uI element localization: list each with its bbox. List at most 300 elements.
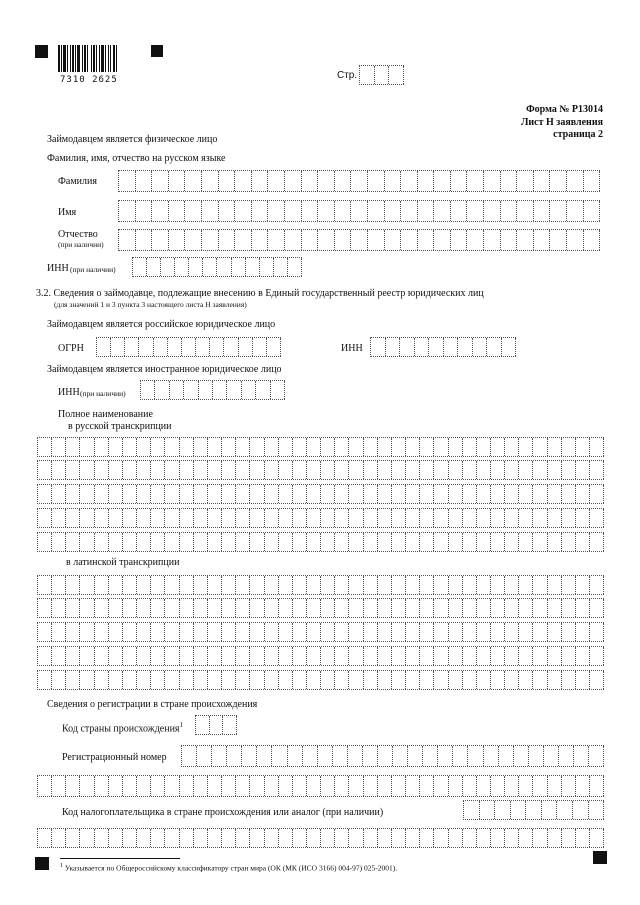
- input-cell[interactable]: [202, 171, 219, 191]
- input-cell[interactable]: [544, 746, 559, 766]
- input-cell[interactable]: [364, 509, 378, 527]
- input-cell[interactable]: [406, 623, 420, 641]
- input-cell[interactable]: [590, 461, 604, 479]
- input-cell[interactable]: [434, 599, 448, 617]
- input-cell[interactable]: [364, 647, 378, 665]
- input-cell[interactable]: [477, 533, 491, 551]
- input-cell[interactable]: [499, 746, 514, 766]
- input-cell[interactable]: [52, 438, 66, 456]
- ogrn-cells[interactable]: [96, 337, 281, 357]
- input-cell[interactable]: [66, 533, 80, 551]
- input-cell[interactable]: [165, 599, 179, 617]
- input-cell[interactable]: [321, 576, 335, 594]
- input-cell[interactable]: [463, 776, 477, 796]
- input-cell[interactable]: [293, 438, 307, 456]
- input-cell[interactable]: [80, 485, 94, 503]
- input-cell[interactable]: [392, 438, 406, 456]
- input-cell[interactable]: [557, 801, 573, 819]
- input-cell[interactable]: [202, 201, 219, 221]
- input-cell[interactable]: [533, 461, 547, 479]
- input-cell[interactable]: [109, 776, 123, 796]
- input-cell[interactable]: [307, 671, 321, 689]
- input-cell[interactable]: [511, 801, 527, 819]
- input-cell[interactable]: [468, 746, 483, 766]
- input-cell[interactable]: [392, 623, 406, 641]
- input-cell[interactable]: [180, 485, 194, 503]
- input-cell[interactable]: [406, 438, 420, 456]
- input-cell[interactable]: [501, 201, 518, 221]
- input-cell[interactable]: [208, 461, 222, 479]
- input-cell[interactable]: [236, 829, 250, 847]
- input-cell[interactable]: [180, 623, 194, 641]
- input-cell[interactable]: [271, 381, 285, 399]
- latin-name-row-5[interactable]: [37, 670, 604, 690]
- input-cell[interactable]: [321, 485, 335, 503]
- input-cell[interactable]: [449, 599, 463, 617]
- input-cell[interactable]: [562, 647, 576, 665]
- input-cell[interactable]: [392, 461, 406, 479]
- input-cell[interactable]: [463, 599, 477, 617]
- input-cell[interactable]: [349, 576, 363, 594]
- input-cell[interactable]: [250, 829, 264, 847]
- input-cell[interactable]: [109, 533, 123, 551]
- input-cell[interactable]: [252, 171, 269, 191]
- page-number-cells[interactable]: [359, 65, 404, 85]
- input-cell[interactable]: [562, 776, 576, 796]
- input-cell[interactable]: [449, 533, 463, 551]
- input-cell[interactable]: [95, 647, 109, 665]
- russian-name-row-2[interactable]: [37, 460, 604, 480]
- input-cell[interactable]: [95, 438, 109, 456]
- input-cell[interactable]: [335, 509, 349, 527]
- input-cell[interactable]: [109, 461, 123, 479]
- input-cell[interactable]: [180, 461, 194, 479]
- input-cell[interactable]: [491, 485, 505, 503]
- input-cell[interactable]: [406, 776, 420, 796]
- input-cell[interactable]: [194, 647, 208, 665]
- input-cell[interactable]: [66, 671, 80, 689]
- input-cell[interactable]: [364, 533, 378, 551]
- input-cell[interactable]: [38, 509, 52, 527]
- input-cell[interactable]: [236, 576, 250, 594]
- input-cell[interactable]: [151, 533, 165, 551]
- input-cell[interactable]: [180, 509, 194, 527]
- input-cell[interactable]: [250, 776, 264, 796]
- input-cell[interactable]: [66, 647, 80, 665]
- input-cell[interactable]: [406, 485, 420, 503]
- input-cell[interactable]: [449, 461, 463, 479]
- input-cell[interactable]: [246, 258, 260, 276]
- input-cell[interactable]: [161, 258, 175, 276]
- input-cell[interactable]: [406, 533, 420, 551]
- input-cell[interactable]: [268, 230, 285, 250]
- input-cell[interactable]: [279, 776, 293, 796]
- input-cell[interactable]: [52, 829, 66, 847]
- input-cell[interactable]: [385, 201, 402, 221]
- input-cell[interactable]: [392, 533, 406, 551]
- input-cell[interactable]: [194, 599, 208, 617]
- input-cell[interactable]: [505, 599, 519, 617]
- input-cell[interactable]: [562, 438, 576, 456]
- input-cell[interactable]: [349, 533, 363, 551]
- input-cell[interactable]: [392, 485, 406, 503]
- input-cell[interactable]: [265, 671, 279, 689]
- input-cell[interactable]: [364, 776, 378, 796]
- input-cell[interactable]: [256, 381, 270, 399]
- input-cell[interactable]: [378, 485, 392, 503]
- input-cell[interactable]: [285, 230, 302, 250]
- input-cell[interactable]: [449, 576, 463, 594]
- input-cell[interactable]: [109, 671, 123, 689]
- input-cell[interactable]: [392, 576, 406, 594]
- latin-name-row-3[interactable]: [37, 622, 604, 642]
- input-cell[interactable]: [236, 647, 250, 665]
- input-cell[interactable]: [182, 746, 197, 766]
- input-cell[interactable]: [213, 381, 227, 399]
- input-cell[interactable]: [119, 201, 136, 221]
- input-cell[interactable]: [165, 533, 179, 551]
- input-cell[interactable]: [318, 746, 333, 766]
- input-cell[interactable]: [194, 576, 208, 594]
- input-cell[interactable]: [321, 623, 335, 641]
- input-cell[interactable]: [219, 201, 236, 221]
- input-cell[interactable]: [137, 671, 151, 689]
- input-cell[interactable]: [550, 230, 567, 250]
- input-cell[interactable]: [303, 746, 318, 766]
- input-cell[interactable]: [473, 338, 488, 356]
- input-cell[interactable]: [505, 776, 519, 796]
- input-cell[interactable]: [429, 338, 444, 356]
- input-cell[interactable]: [165, 647, 179, 665]
- input-cell[interactable]: [501, 171, 518, 191]
- input-cell[interactable]: [222, 599, 236, 617]
- input-cell[interactable]: [217, 258, 231, 276]
- input-cell[interactable]: [302, 230, 319, 250]
- input-cell[interactable]: [189, 258, 203, 276]
- input-cell[interactable]: [109, 438, 123, 456]
- input-cell[interactable]: [152, 230, 169, 250]
- input-cell[interactable]: [265, 623, 279, 641]
- input-cell[interactable]: [378, 647, 392, 665]
- input-cell[interactable]: [196, 338, 210, 356]
- input-cell[interactable]: [562, 576, 576, 594]
- input-cell[interactable]: [453, 746, 468, 766]
- input-cell[interactable]: [95, 623, 109, 641]
- input-cell[interactable]: [335, 829, 349, 847]
- input-cell[interactable]: [180, 576, 194, 594]
- input-cell[interactable]: [519, 576, 533, 594]
- input-cell[interactable]: [590, 438, 604, 456]
- input-cell[interactable]: [548, 671, 562, 689]
- input-cell[interactable]: [66, 438, 80, 456]
- input-cell[interactable]: [302, 201, 319, 221]
- input-cell[interactable]: [400, 338, 415, 356]
- input-cell[interactable]: [222, 461, 236, 479]
- input-cell[interactable]: [573, 801, 589, 819]
- input-cell[interactable]: [52, 647, 66, 665]
- input-cell[interactable]: [368, 171, 385, 191]
- input-cell[interactable]: [151, 461, 165, 479]
- input-cell[interactable]: [279, 647, 293, 665]
- input-cell[interactable]: [137, 647, 151, 665]
- input-cell[interactable]: [250, 647, 264, 665]
- input-cell[interactable]: [38, 829, 52, 847]
- input-cell[interactable]: [386, 338, 401, 356]
- input-cell[interactable]: [349, 829, 363, 847]
- input-cell[interactable]: [434, 438, 448, 456]
- input-cell[interactable]: [250, 599, 264, 617]
- input-cell[interactable]: [180, 599, 194, 617]
- input-cell[interactable]: [38, 647, 52, 665]
- input-cell[interactable]: [349, 438, 363, 456]
- input-cell[interactable]: [491, 509, 505, 527]
- input-cell[interactable]: [534, 230, 551, 250]
- input-cell[interactable]: [109, 576, 123, 594]
- input-cell[interactable]: [95, 509, 109, 527]
- input-cell[interactable]: [123, 485, 137, 503]
- input-cell[interactable]: [208, 671, 222, 689]
- input-cell[interactable]: [165, 509, 179, 527]
- input-cell[interactable]: [434, 230, 451, 250]
- input-cell[interactable]: [542, 801, 558, 819]
- input-cell[interactable]: [495, 801, 511, 819]
- input-cell[interactable]: [548, 533, 562, 551]
- input-cell[interactable]: [307, 647, 321, 665]
- input-cell[interactable]: [95, 533, 109, 551]
- input-cell[interactable]: [368, 230, 385, 250]
- input-cell[interactable]: [519, 533, 533, 551]
- input-cell[interactable]: [364, 461, 378, 479]
- input-cell[interactable]: [519, 671, 533, 689]
- input-cell[interactable]: [491, 533, 505, 551]
- input-cell[interactable]: [467, 201, 484, 221]
- input-cell[interactable]: [364, 671, 378, 689]
- input-cell[interactable]: [194, 533, 208, 551]
- input-cell[interactable]: [449, 438, 463, 456]
- input-cell[interactable]: [590, 485, 604, 503]
- input-cell[interactable]: [584, 171, 601, 191]
- input-cell[interactable]: [180, 671, 194, 689]
- input-cell[interactable]: [250, 509, 264, 527]
- input-cell[interactable]: [576, 599, 590, 617]
- input-cell[interactable]: [250, 533, 264, 551]
- input-cell[interactable]: [80, 776, 94, 796]
- input-cell[interactable]: [109, 829, 123, 847]
- input-cell[interactable]: [123, 438, 137, 456]
- input-cell[interactable]: [364, 438, 378, 456]
- input-cell[interactable]: [434, 461, 448, 479]
- input-cell[interactable]: [169, 230, 186, 250]
- input-cell[interactable]: [260, 258, 274, 276]
- input-cell[interactable]: [562, 671, 576, 689]
- input-cell[interactable]: [333, 746, 348, 766]
- input-cell[interactable]: [378, 461, 392, 479]
- input-cell[interactable]: [95, 829, 109, 847]
- input-cell[interactable]: [533, 829, 547, 847]
- input-cell[interactable]: [335, 647, 349, 665]
- input-cell[interactable]: [477, 599, 491, 617]
- input-cell[interactable]: [250, 576, 264, 594]
- input-cell[interactable]: [279, 829, 293, 847]
- registration-number-cells-2[interactable]: [37, 775, 604, 797]
- input-cell[interactable]: [268, 201, 285, 221]
- input-cell[interactable]: [484, 171, 501, 191]
- input-cell[interactable]: [562, 599, 576, 617]
- input-cell[interactable]: [562, 461, 576, 479]
- input-cell[interactable]: [165, 461, 179, 479]
- input-cell[interactable]: [533, 509, 547, 527]
- input-cell[interactable]: [222, 533, 236, 551]
- input-cell[interactable]: [66, 829, 80, 847]
- input-cell[interactable]: [401, 230, 418, 250]
- input-cell[interactable]: [265, 776, 279, 796]
- input-cell[interactable]: [274, 258, 288, 276]
- input-cell[interactable]: [137, 485, 151, 503]
- input-cell[interactable]: [80, 647, 94, 665]
- input-cell[interactable]: [505, 623, 519, 641]
- input-cell[interactable]: [196, 716, 210, 734]
- input-cell[interactable]: [349, 485, 363, 503]
- input-cell[interactable]: [548, 623, 562, 641]
- input-cell[interactable]: [307, 776, 321, 796]
- input-cell[interactable]: [444, 338, 459, 356]
- input-cell[interactable]: [451, 201, 468, 221]
- input-cell[interactable]: [505, 438, 519, 456]
- russian-inn-cells[interactable]: [370, 337, 516, 357]
- input-cell[interactable]: [590, 533, 604, 551]
- input-cell[interactable]: [123, 533, 137, 551]
- input-cell[interactable]: [185, 201, 202, 221]
- input-cell[interactable]: [533, 599, 547, 617]
- input-cell[interactable]: [363, 746, 378, 766]
- input-cell[interactable]: [335, 438, 349, 456]
- input-cell[interactable]: [182, 338, 196, 356]
- input-cell[interactable]: [236, 485, 250, 503]
- input-cell[interactable]: [576, 485, 590, 503]
- input-cell[interactable]: [80, 438, 94, 456]
- input-cell[interactable]: [133, 258, 147, 276]
- country-code-cells[interactable]: [195, 715, 237, 735]
- input-cell[interactable]: [548, 829, 562, 847]
- russian-name-row-4[interactable]: [37, 508, 604, 528]
- input-cell[interactable]: [420, 461, 434, 479]
- input-cell[interactable]: [491, 647, 505, 665]
- input-cell[interactable]: [170, 381, 184, 399]
- input-cell[interactable]: [321, 461, 335, 479]
- input-cell[interactable]: [123, 671, 137, 689]
- input-cell[interactable]: [505, 533, 519, 551]
- input-cell[interactable]: [123, 599, 137, 617]
- input-cell[interactable]: [449, 829, 463, 847]
- input-cell[interactable]: [265, 461, 279, 479]
- input-cell[interactable]: [222, 576, 236, 594]
- input-cell[interactable]: [364, 829, 378, 847]
- input-cell[interactable]: [364, 485, 378, 503]
- input-cell[interactable]: [434, 201, 451, 221]
- input-cell[interactable]: [210, 338, 224, 356]
- input-cell[interactable]: [505, 485, 519, 503]
- input-cell[interactable]: [477, 485, 491, 503]
- input-cell[interactable]: [548, 461, 562, 479]
- input-cell[interactable]: [95, 485, 109, 503]
- input-cell[interactable]: [293, 599, 307, 617]
- latin-name-row-1[interactable]: [37, 575, 604, 595]
- input-cell[interactable]: [406, 576, 420, 594]
- input-cell[interactable]: [136, 201, 153, 221]
- input-cell[interactable]: [236, 623, 250, 641]
- input-cell[interactable]: [335, 776, 349, 796]
- input-cell[interactable]: [52, 485, 66, 503]
- input-cell[interactable]: [533, 671, 547, 689]
- input-cell[interactable]: [180, 829, 194, 847]
- input-cell[interactable]: [222, 829, 236, 847]
- input-cell[interactable]: [517, 201, 534, 221]
- input-cell[interactable]: [199, 381, 213, 399]
- input-cell[interactable]: [307, 623, 321, 641]
- input-cell[interactable]: [533, 776, 547, 796]
- input-cell[interactable]: [477, 438, 491, 456]
- input-cell[interactable]: [194, 461, 208, 479]
- input-cell[interactable]: [519, 829, 533, 847]
- input-cell[interactable]: [349, 776, 363, 796]
- input-cell[interactable]: [203, 258, 217, 276]
- input-cell[interactable]: [208, 509, 222, 527]
- input-cell[interactable]: [222, 647, 236, 665]
- input-cell[interactable]: [137, 576, 151, 594]
- input-cell[interactable]: [420, 671, 434, 689]
- input-cell[interactable]: [519, 647, 533, 665]
- input-cell[interactable]: [335, 485, 349, 503]
- input-cell[interactable]: [208, 533, 222, 551]
- input-cell[interactable]: [434, 776, 448, 796]
- input-cell[interactable]: [321, 829, 335, 847]
- input-cell[interactable]: [194, 671, 208, 689]
- input-cell[interactable]: [265, 829, 279, 847]
- input-cell[interactable]: [80, 461, 94, 479]
- input-cell[interactable]: [95, 776, 109, 796]
- input-cell[interactable]: [318, 171, 335, 191]
- input-cell[interactable]: [420, 576, 434, 594]
- input-cell[interactable]: [194, 438, 208, 456]
- input-cell[interactable]: [562, 509, 576, 527]
- input-cell[interactable]: [321, 509, 335, 527]
- input-cell[interactable]: [52, 623, 66, 641]
- input-cell[interactable]: [567, 230, 584, 250]
- input-cell[interactable]: [321, 647, 335, 665]
- input-cell[interactable]: [548, 438, 562, 456]
- input-cell[interactable]: [80, 671, 94, 689]
- input-cell[interactable]: [119, 171, 136, 191]
- input-cell[interactable]: [293, 647, 307, 665]
- input-cell[interactable]: [224, 338, 238, 356]
- surname-cells[interactable]: [118, 170, 600, 192]
- input-cell[interactable]: [360, 66, 375, 84]
- input-cell[interactable]: [293, 485, 307, 503]
- input-cell[interactable]: [307, 576, 321, 594]
- input-cell[interactable]: [434, 623, 448, 641]
- input-cell[interactable]: [505, 829, 519, 847]
- input-cell[interactable]: [562, 533, 576, 551]
- input-cell[interactable]: [463, 438, 477, 456]
- input-cell[interactable]: [222, 485, 236, 503]
- input-cell[interactable]: [559, 746, 574, 766]
- input-cell[interactable]: [548, 509, 562, 527]
- input-cell[interactable]: [491, 671, 505, 689]
- input-cell[interactable]: [477, 576, 491, 594]
- input-cell[interactable]: [477, 671, 491, 689]
- input-cell[interactable]: [550, 171, 567, 191]
- input-cell[interactable]: [576, 509, 590, 527]
